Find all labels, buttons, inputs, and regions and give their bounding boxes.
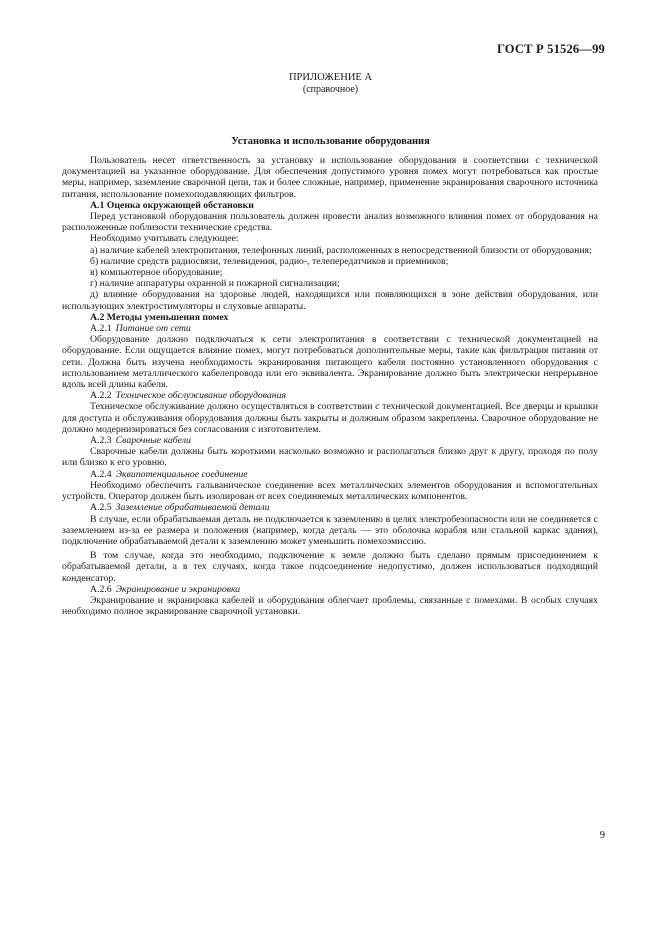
list-item: г) наличие аппаратуры охранной и пожарной сигнализации; [90,278,340,290]
section-a1-paragraph: Перед установкой оборудования пользователь должен провести анализ возможного влияния помех от оборудования на расположенные поблизости технические средства. [62,211,598,234]
subsection-title: Заземление обрабатываемой детали [115,502,270,514]
subsection-number: А.2.1 [90,323,112,335]
section-a1-paragraph: Необходимо учитывать следующее: [90,233,239,245]
subsection-title: Сварочные кабели [115,435,191,447]
subsection-number: А.2.6 [90,583,112,595]
appendix-heading [0,72,661,96]
subsection-a24-paragraph: Необходимо обеспечить гальваническое соединение всех металлических элементов оборудования и вспомогательных устройств. Оператор должен быть изолирован от всех соединяемых металлических компонентов. [62,479,598,503]
list-item: б) наличие средств радиосвязи, телевидения, радио-, телепередатчиков и приемников; [90,255,449,267]
subsection-a22-heading [62,390,598,401]
subsection-a22-paragraph: Техническое обслуживание должно осуществляться в соответствии с технической документацией. Все дверцы и крышки для доступа и обслуживания оборудования должны быть закрыты и должным образом закреплены. Сварочное оборудование не должно модернизироваться без согласования с изготовителем. [62,401,598,435]
subsection-a26-heading [62,584,598,595]
subsection-a25-paragraph: В случае, если обрабатываемая деталь не подключается к заземлению в целях электробезопасности или не соединяется с заземлением из-за ее размера и положения (например, когда деталь — это оболочка корабля или стальной каркас здания), подключение обрабатываемой детали к заземлению может уменьшить помехоэмиссию. [62,513,598,547]
section-a1-heading: А.1 Оценка окружающей обстановки [90,199,254,211]
subsection-number: А.2.4 [90,468,112,480]
subsection-a24-heading [62,469,598,480]
subsection-a23-heading [62,435,598,446]
subsection-title: Эквипотенциальное соединение [115,468,248,480]
subsection-a25-heading [62,502,598,513]
section-a2-heading: А.2 Методы уменьшения помех [90,311,229,323]
subsection-number: А.2.2 [90,390,112,402]
list-item: а) наличие кабелей электропитания, телефонных линий, расположенных в непосредственной близости от оборудования; [90,244,592,256]
list-item: в) компьютерное оборудование; [90,267,223,279]
subsection-number: А.2.3 [90,435,112,447]
subsection-a21-paragraph: Оборудование должно подключаться к сети электропитания в соответствии с технической документацией на оборудование. Если ощущается влияние помех, могут потребоваться дополнительные меры, такие как фильтрация питания от сети. Должна быть изучена необходимость экранирования питающего кабеля постоянно установленного оборудования с использованием металлического кабелепровода или его эквивалента. Экранирование должно быть электрически непрерывное вдоль всей длины кабеля. [62,334,598,391]
appendix-note: (справочное) [302,84,359,95]
subsection-a21-heading [62,323,598,334]
subsection-number: А.2.5 [90,502,112,514]
document-title: Установка и использование оборудования [231,136,430,147]
subsection-a23-paragraph: Сварочные кабели должны быть короткими насколько возможно и располагаться близко друг к другу, проходя по полу или близко к его уровню. [62,446,598,469]
list-item: д) влияние оборудования на здоровье людей, находящихся или появляющихся в зоне действия оборудования, или использующих электростимуляторы и слуховые аппараты. [62,289,598,312]
subsection-title: Техническое обслуживание оборудования [115,390,287,402]
subsection-a26-paragraph: Экранирование и экранировка кабелей и оборудования облегчает проблемы, связанные с помехами. В особых случаях необходимо полное экранирование сварочной установки. [62,594,598,618]
subsection-title: Питание от сети [115,323,191,335]
appendix-title: ПРИЛОЖЕНИЕ А [288,72,373,83]
subsection-title: Экранирование и экранировка [115,583,241,595]
document-body [62,155,598,617]
page-number: 9 [599,830,605,841]
intro-paragraph: Пользователь несет ответственность за установку и использование оборудования в соответствии с технической документацией на указанное оборудование. Для обеспечения допустимого уровня помех могут потребоваться как простые меры, например, заземление сварочной цепи, так и более сложные, например, применение экранирования сварочного источника питания, использование помехоподавляющих фильтров. [62,155,598,200]
subsection-a25-paragraph: В том случае, когда это необходимо, подключение к земле должно быть сделано прямым присоединением к обрабатываемой детали, а в тех случаях, когда такое подсоединение недопустимо, должен использоваться подходящий конденсатор. [62,550,598,584]
standard-designation: ГОСТ Р 51526—99 [496,42,605,56]
